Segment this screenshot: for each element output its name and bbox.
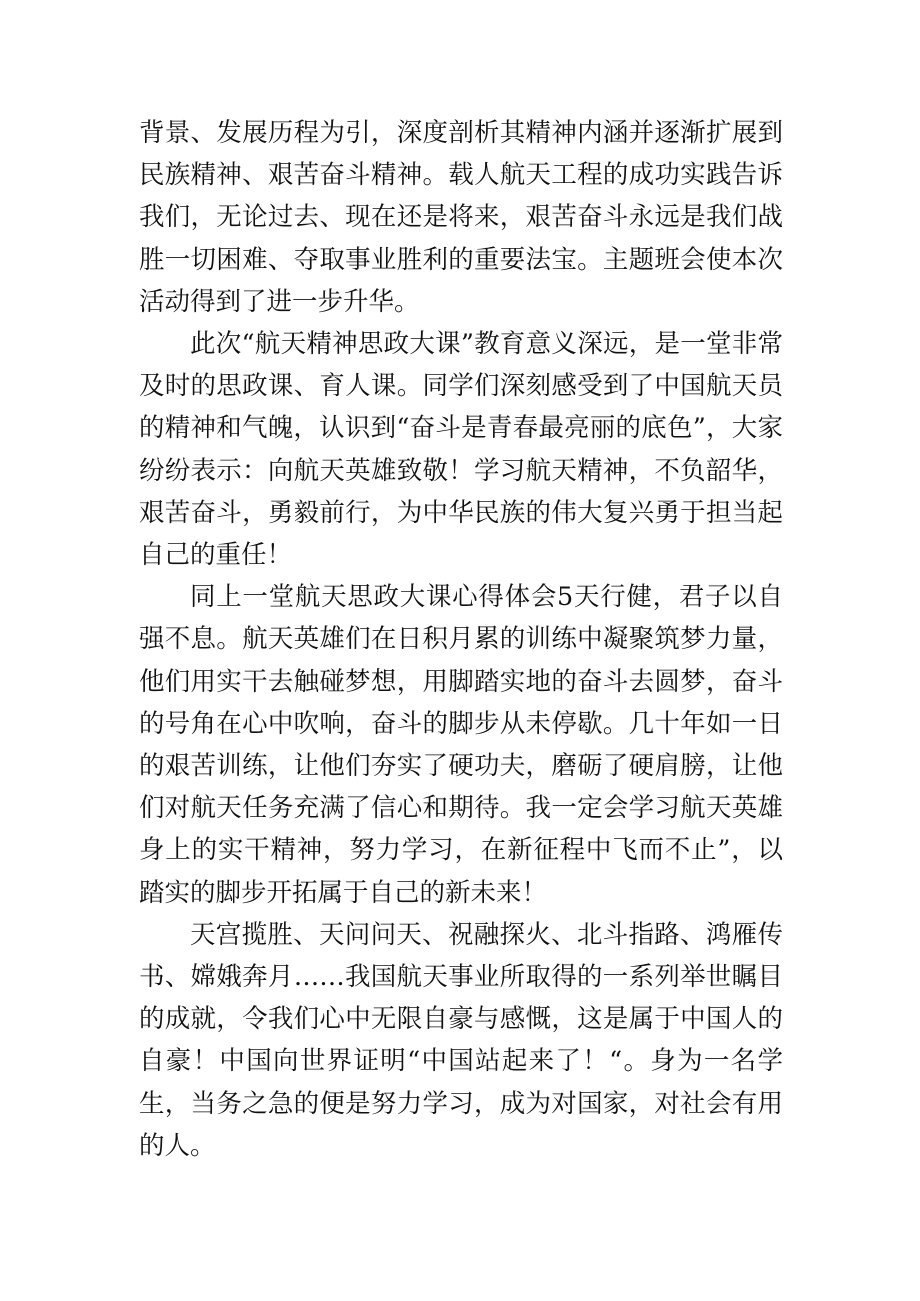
paragraph-space-education: 此次“航天精神思政大课”教育意义深远，是一堂非常及时的思政课、育人课。同学们深刻感受到了中国航天员的精神和气魄，认识到“奋斗是青春最亮丽的底色”，大家纷纷表示：向航天英雄致敬！学习航天精神，不负韶华，艰苦奋斗，勇毅前行，为中华民族的伟大复兴勇于担当起自己的重任！ <box>139 329 783 571</box>
paragraph-achievements: 天宫揽胜、天问问天、祝融探火、北斗指路、鸿雁传书、嫦娥奔月……我国航天事业所取得的一系列举世瞩目的成就，令我们心中无限自豪与感慨，这是属于中国人的自豪！中国向世界证明“中国站起来了！“。身为一名学生，当务之急的便是努力学习，成为对国家，对社会有用的人。 <box>139 919 783 1161</box>
paragraph-reflection: 同上一堂航天思政大课心得体会5天行健，君子以自强不息。航天英雄们在日积月累的训练中凝聚筑梦力量，他们用实干去触碰梦想，用脚踏实地的奋斗去圆梦，奋斗的号角在心中吹响，奋斗的脚步从未停歇。几十年如一日的艰苦训练，让他们夯实了硬功夫，磨砺了硬肩膀，让他们对航天任务充满了信心和期待。我一定会学习航天英雄身上的实干精神，努力学习，在新征程中飞而不止”，以踏实的脚步开拓属于自己的新未来！ <box>139 582 783 908</box>
paragraph-continuation: 背景、发展历程为引，深度剖析其精神内涵并逐渐扩展到民族精神、艰苦奋斗精神。载人航天工程的成功实践告诉我们，无论过去、现在还是将来，艰苦奋斗永远是我们战胜一切困难、夺取事业胜利的重要法宝。主题班会使本次活动得到了进一步升华。 <box>139 118 783 317</box>
